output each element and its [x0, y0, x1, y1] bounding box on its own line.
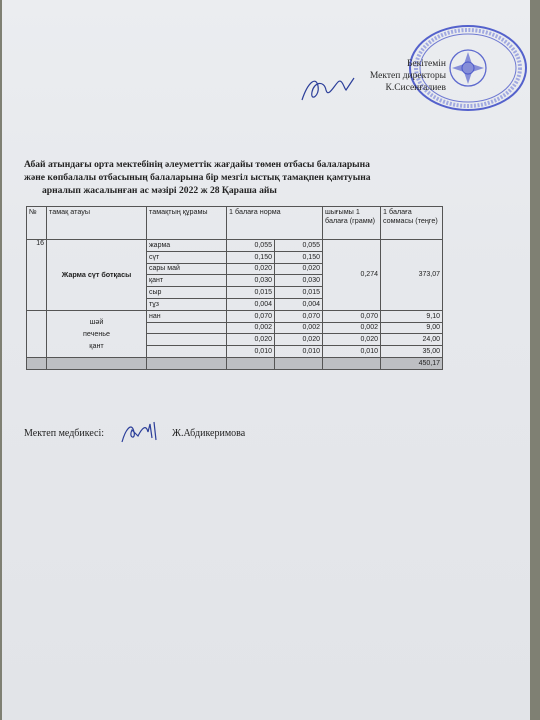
ingredient-cell: жарма [147, 240, 227, 252]
norm-cell: 0,002 [227, 322, 275, 334]
ingredient-cell: тұз [147, 298, 227, 310]
cost-cell: 373,07 [381, 240, 443, 311]
net-cell: 0,010 [275, 346, 323, 358]
total-empty [275, 357, 323, 369]
cost-cell: 35,00 [381, 346, 443, 358]
ingredient-cell [147, 322, 227, 334]
header-cost: 1 балаға соммасы (теңге) [381, 207, 443, 240]
ingredient-cell: қант [147, 275, 227, 287]
spent-cell: 0,070 [323, 310, 381, 322]
spent-cell: 0,002 [323, 322, 381, 334]
dish-line: печенье [82, 328, 111, 338]
norm-cell: 0,020 [227, 263, 275, 275]
total-empty [323, 357, 381, 369]
net-cell: 0,070 [275, 310, 323, 322]
total-empty [147, 357, 227, 369]
cost-cell: 24,00 [381, 334, 443, 346]
net-cell: 0,020 [275, 263, 323, 275]
menu-table [26, 206, 443, 370]
header-dish: тамақ атауы [47, 207, 147, 240]
nurse-label: Мектеп медбикесі: [24, 428, 105, 439]
ingredient-cell: нан [147, 310, 227, 322]
total-cost: 450,17 [381, 357, 443, 369]
net-cell: 0,020 [275, 334, 323, 346]
norm-cell: 0,150 [227, 251, 275, 263]
table-header-row [27, 207, 443, 240]
norm-cell: 0,004 [227, 298, 275, 310]
dish-line: қант [89, 340, 104, 350]
table-row [27, 310, 443, 322]
ingredient-cell [147, 346, 227, 358]
dish-name: Жарма сүт ботқасы [47, 240, 147, 311]
nurse-name: Ж.Абдикеримова [172, 428, 246, 439]
net-cell: 0,150 [275, 251, 323, 263]
ingredient-cell: сыр [147, 287, 227, 299]
approval-line-3: К.Сисенғалиев [385, 83, 446, 93]
total-empty [27, 357, 47, 369]
header-norm: 1 балаға норма [227, 207, 323, 240]
spent-cell: 0,274 [323, 240, 381, 311]
net-cell: 0,015 [275, 287, 323, 299]
approval-block [336, 58, 446, 94]
norm-cell: 0,055 [227, 240, 275, 252]
table-row [27, 240, 443, 252]
norm-cell: 0,070 [227, 310, 275, 322]
total-empty [47, 357, 147, 369]
norm-cell: 0,030 [227, 275, 275, 287]
dish-number: 16 [27, 240, 47, 311]
dish-line: шәй [89, 316, 104, 326]
total-row [27, 357, 443, 369]
net-cell: 0,030 [275, 275, 323, 287]
spent-cell: 0,020 [323, 334, 381, 346]
title-line-3: арналып жасалынған ас мәзірі 2022 ж 28 Қараша айы [42, 185, 277, 196]
norm-cell: 0,020 [227, 334, 275, 346]
net-cell: 0,002 [275, 322, 323, 334]
approval-line-2: Мектеп директоры [369, 71, 446, 81]
dish-name-2 [47, 310, 147, 357]
cost-cell: 9,10 [381, 310, 443, 322]
norm-cell: 0,010 [227, 346, 275, 358]
net-cell: 0,004 [275, 298, 323, 310]
net-cell: 0,055 [275, 240, 323, 252]
menu-title [24, 158, 424, 197]
nurse-line [24, 428, 324, 439]
dish-number-empty [27, 310, 47, 357]
header-ingredients: тамақтың құрамы [147, 207, 227, 240]
total-empty [227, 357, 275, 369]
header-no: № [27, 207, 47, 240]
ingredient-cell: сүт [147, 251, 227, 263]
norm-cell: 0,015 [227, 287, 275, 299]
ingredient-cell [147, 334, 227, 346]
header-spent: шығымы 1 балаға (грамм) [323, 207, 381, 240]
cost-cell: 9,00 [381, 322, 443, 334]
document-sheet [2, 0, 530, 720]
title-line-2: және көпбалалы отбасының балаларына бір мезгіл ыстық тамақпен қамтуына [24, 172, 371, 183]
title-line-1: Абай атындағы орта мектебінің әлеуметтік жағдайы төмен отбасы балаларына [24, 159, 370, 170]
spent-cell: 0,010 [323, 346, 381, 358]
approval-line-1: Бекітемін [406, 59, 446, 69]
ingredient-cell: сары май [147, 263, 227, 275]
